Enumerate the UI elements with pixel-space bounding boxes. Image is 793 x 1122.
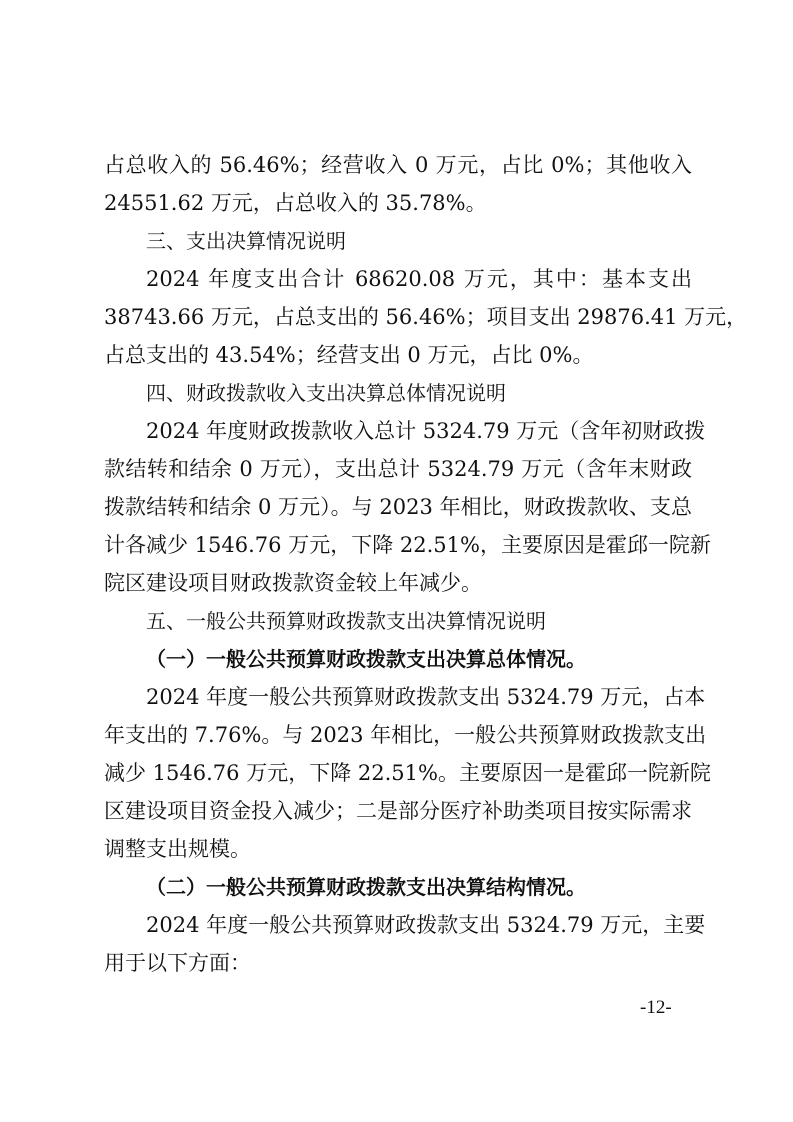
paragraph-line: 调整支出规模。: [104, 837, 251, 861]
paragraph-line: 款结转和结余 0 万元），支出总计 5324.79 万元（含年末财政: [104, 457, 692, 481]
subsection-heading-overall: （一）一般公共预算财政拨款支出决算总体情况。: [146, 647, 586, 671]
subsection-heading-structure: （二）一般公共预算财政拨款支出决算结构情况。: [146, 875, 586, 899]
paragraph-line: 2024 年度一般公共预算财政拨款支出 5324.79 万元，占本: [146, 685, 706, 709]
paragraph-line: 计各减少 1546.76 万元，下降 22.51%，主要原因是霍邱一院新: [104, 533, 711, 557]
section-heading-fiscal-total: 四、财政拨款收入支出决算总体情况说明: [146, 381, 506, 405]
section-heading-expenditure: 三、支出决算情况说明: [146, 229, 346, 253]
paragraph-line: 占总收入的 56.46%；经营收入 0 万元，占比 0%；其他收入: [104, 153, 692, 177]
paragraph-line: 区建设项目资金投入减少；二是部分医疗补助类项目按实际需求: [104, 799, 692, 823]
page-number: -12-: [640, 997, 672, 1018]
paragraph-line: 2024 年度财政拨款收入总计 5324.79 万元（含年初财政拨: [146, 419, 706, 443]
paragraph-line: 用于以下方面：: [104, 951, 251, 975]
paragraph-line: 减少 1546.76 万元，下降 22.51%。主要原因一是霍邱一院新院: [104, 761, 711, 785]
paragraph-line: 24551.62 万元，占总收入的 35.78%。: [104, 191, 487, 215]
section-heading-general-budget: 五、一般公共预算财政拨款支出决算情况说明: [146, 609, 546, 633]
paragraph-line: 2024 年度一般公共预算财政拨款支出 5324.79 万元，主要: [146, 913, 706, 937]
paragraph-line: 院区建设项目财政拨款资金较上年减少。: [104, 571, 482, 595]
paragraph-line: 拨款结转和结余 0 万元）。与 2023 年相比，财政拨款收、支总: [104, 495, 692, 519]
paragraph-line: 38743.66 万元，占总支出的 56.46%；项目支出 29876.41 万元，: [104, 305, 748, 329]
paragraph-line: 2024 年度支出合计 68620.08 万元，其中：基本支出: [146, 267, 692, 291]
paragraph-line: 年支出的 7.76%。与 2023 年相比，一般公共预算财政拨款支出: [104, 723, 707, 747]
paragraph-line: 占总支出的 43.54%；经营支出 0 万元，占比 0%。: [104, 343, 594, 367]
